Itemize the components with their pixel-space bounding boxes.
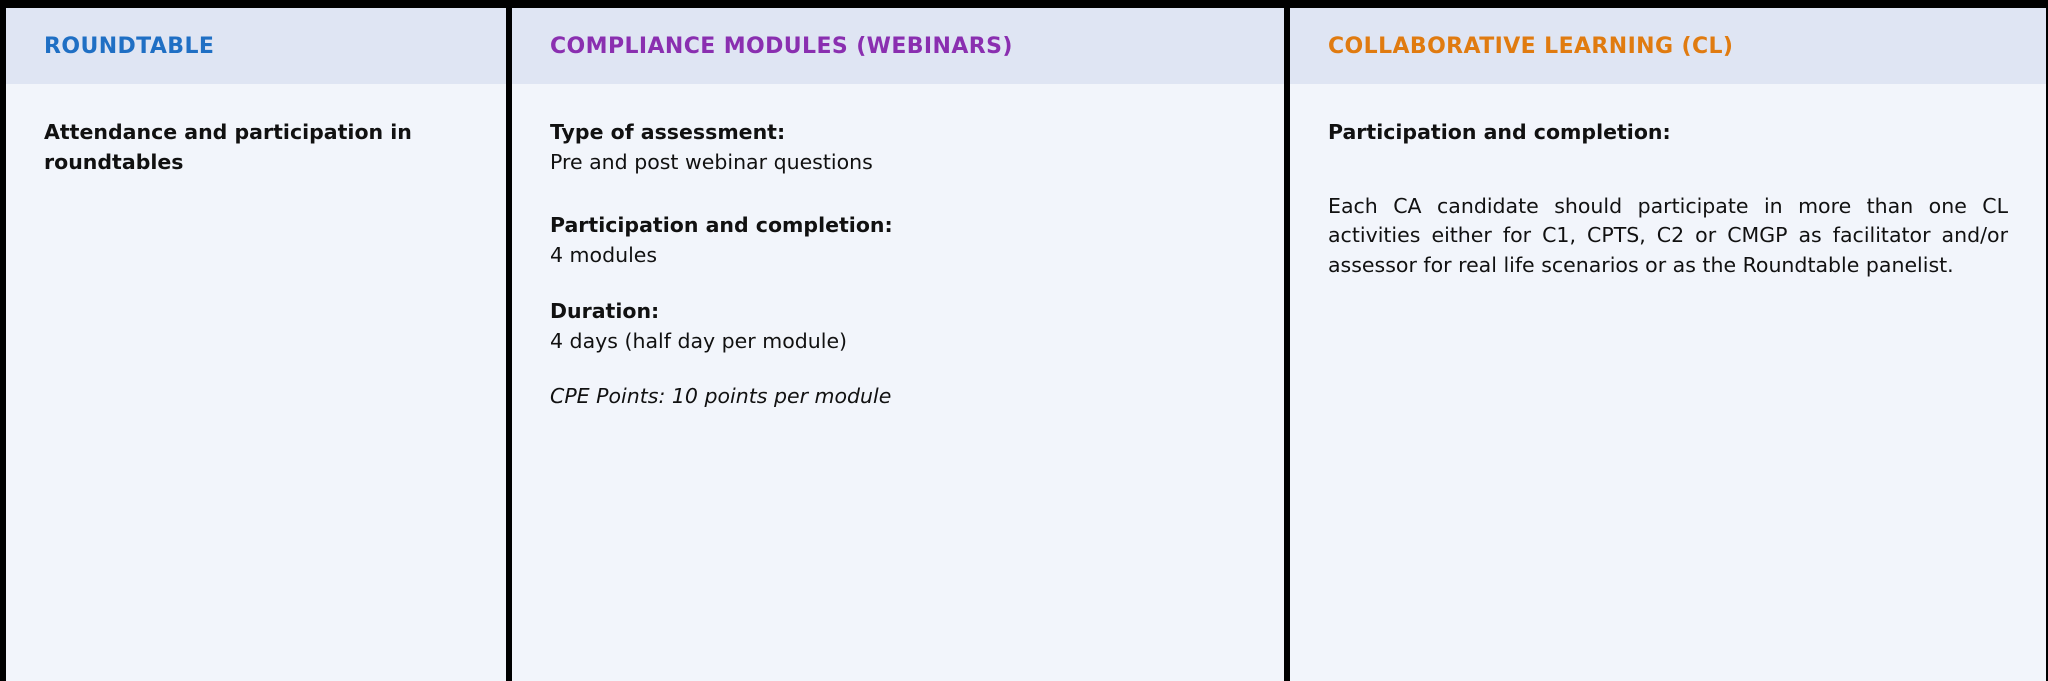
card-title-collaborative-learning: COLLABORATIVE LEARNING (CL) [1328, 33, 1734, 59]
block-type-of-assessment [550, 118, 1246, 177]
card-header-compliance-modules [512, 8, 1284, 84]
card-title-roundtable: ROUNDTABLE [44, 33, 215, 59]
card-body-compliance-modules [512, 84, 1284, 681]
spacer [550, 203, 1246, 211]
card-body-collaborative-learning [1290, 84, 2046, 681]
card-roundtable [6, 8, 506, 681]
block-label-duration: Duration: [550, 298, 660, 323]
block-label-attendance: Attendance and participation in roundtables [44, 120, 412, 174]
block-duration [550, 297, 1246, 356]
block-label-participation-completion: Participation and completion: [550, 213, 893, 238]
spacer [1328, 174, 2008, 192]
block-attendance [44, 118, 468, 177]
block-value-duration: 4 days (half day per module) [550, 328, 848, 353]
block-label-participation-completion-cl: Participation and completion: [1328, 120, 1671, 144]
block-cl-description [1328, 192, 2008, 281]
block-participation-completion [550, 211, 1246, 270]
block-label-type-of-assessment: Type of assessment: [550, 120, 786, 144]
block-participation-completion-cl [1328, 118, 2008, 148]
block-value-type-of-assessment: Pre and post webinar questions [550, 149, 873, 174]
card-header-collaborative-learning [1290, 8, 2046, 84]
block-value-participation-completion: 4 modules [550, 243, 658, 268]
card-title-compliance-modules: COMPLIANCE MODULES (WEBINARS) [550, 33, 1013, 59]
card-header-roundtable [6, 8, 506, 84]
block-cpe-points [550, 382, 1246, 412]
card-collaborative-learning [1290, 8, 2046, 681]
block-value-cpe-points: CPE Points: 10 points per module [550, 384, 892, 409]
card-compliance-modules [512, 8, 1284, 681]
block-value-cl-description: Each CA candidate should participate in more than one CL activities either for C1, CPTS, C2 or CMGP as facilitator and/or assessor for real life scenarios or as the Roundtable panelist. [1328, 193, 2008, 278]
card-body-roundtable [6, 84, 506, 681]
